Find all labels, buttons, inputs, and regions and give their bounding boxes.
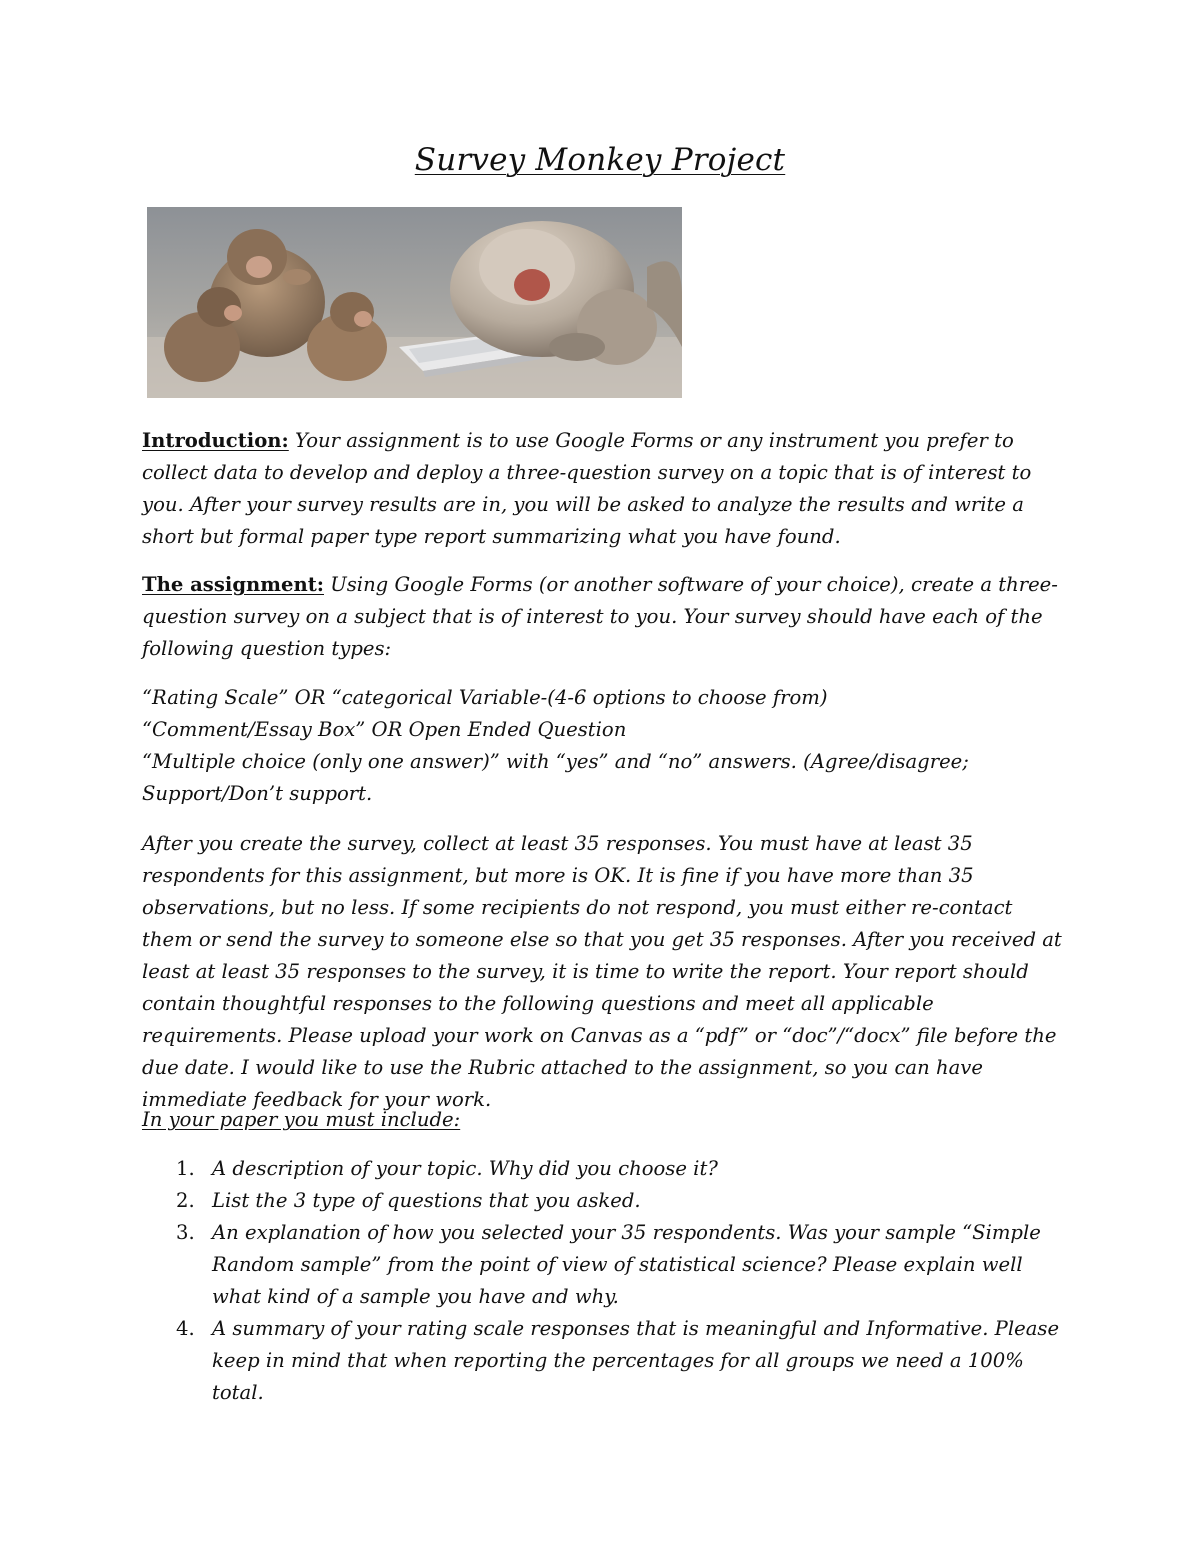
question-type-line: “Multiple choice (only one answer)” with “yes” and “no” answers. (Agree/disagree; Support/Don’t support. — [142, 750, 969, 805]
monkeys-laptop-image — [147, 207, 682, 398]
responses-text: After you create the survey, collect at least 35 responses. You must have at least 35 respondents for this assignment, but more is OK. It is fine if you have more than 35 observations, but no less. If some recipients do not respond, you must either re-contact them or send the survey to someone else so that you get 35 responses. After you received at least at least 35 responses to the survey, it is time to write the report. Your report should contain thoughtful responses to the following questions and meet all applicable requirements. Please upload your work on Canvas as a “pdf” or “doc”/“docx” file before the due date. I would like to use the Rubric attached to the assignment, so you can have immediate feedback for your work. — [142, 832, 1062, 1111]
list-item-text: A description of your topic. Why did you choose it? — [212, 1157, 718, 1180]
include-heading: In your paper you must include: — [142, 1108, 461, 1131]
list-item — [142, 1313, 1064, 1409]
assignment-paragraph — [142, 569, 1064, 665]
question-type-line: “Comment/Essay Box” OR Open Ended Question — [142, 718, 627, 741]
list-item — [142, 1217, 1064, 1313]
responses-paragraph — [142, 828, 1064, 1116]
assignment-label: The assignment: — [142, 573, 324, 596]
list-item-number: 2. — [176, 1189, 195, 1212]
include-list — [142, 1153, 1064, 1409]
question-type-line: “Rating Scale” OR “categorical Variable-(4-6 options to choose from) — [142, 686, 828, 709]
list-item — [142, 1185, 1064, 1217]
list-item-text: An explanation of how you selected your 35 respondents. Was your sample “Simple Random sample” from the point of view of statistical science? Please explain well what kind of a sample you have and why. — [212, 1221, 1041, 1308]
introduction-text: Your assignment is to use Google Forms or any instrument you prefer to collect data to develop and deploy a three-question survey on a topic that is of interest to you. After your survey results are in, you will be asked to analyze the results and write a short but formal paper type report summarizing what you have found. — [142, 429, 1032, 548]
question-types — [142, 682, 1064, 810]
list-item-number: 3. — [176, 1221, 195, 1244]
list-item-number: 1. — [176, 1157, 195, 1180]
list-item-text: List the 3 type of questions that you asked. — [212, 1189, 641, 1212]
list-item — [142, 1153, 1064, 1185]
page-title: Survey Monkey Project — [414, 142, 786, 178]
list-item-text: A summary of your rating scale responses that is meaningful and Informative. Please keep in mind that when reporting the percentages for all groups we need a 100% total. — [212, 1317, 1060, 1404]
introduction-label: Introduction: — [142, 429, 289, 452]
list-item-number: 4. — [176, 1317, 195, 1340]
introduction-paragraph — [142, 425, 1064, 553]
monkeys-photo-svg — [147, 207, 682, 398]
assignment-text: Using Google Forms (or another software of your choice), create a three-question survey on a subject that is of interest to you. Your survey should have each of the following question types: — [142, 573, 1058, 660]
